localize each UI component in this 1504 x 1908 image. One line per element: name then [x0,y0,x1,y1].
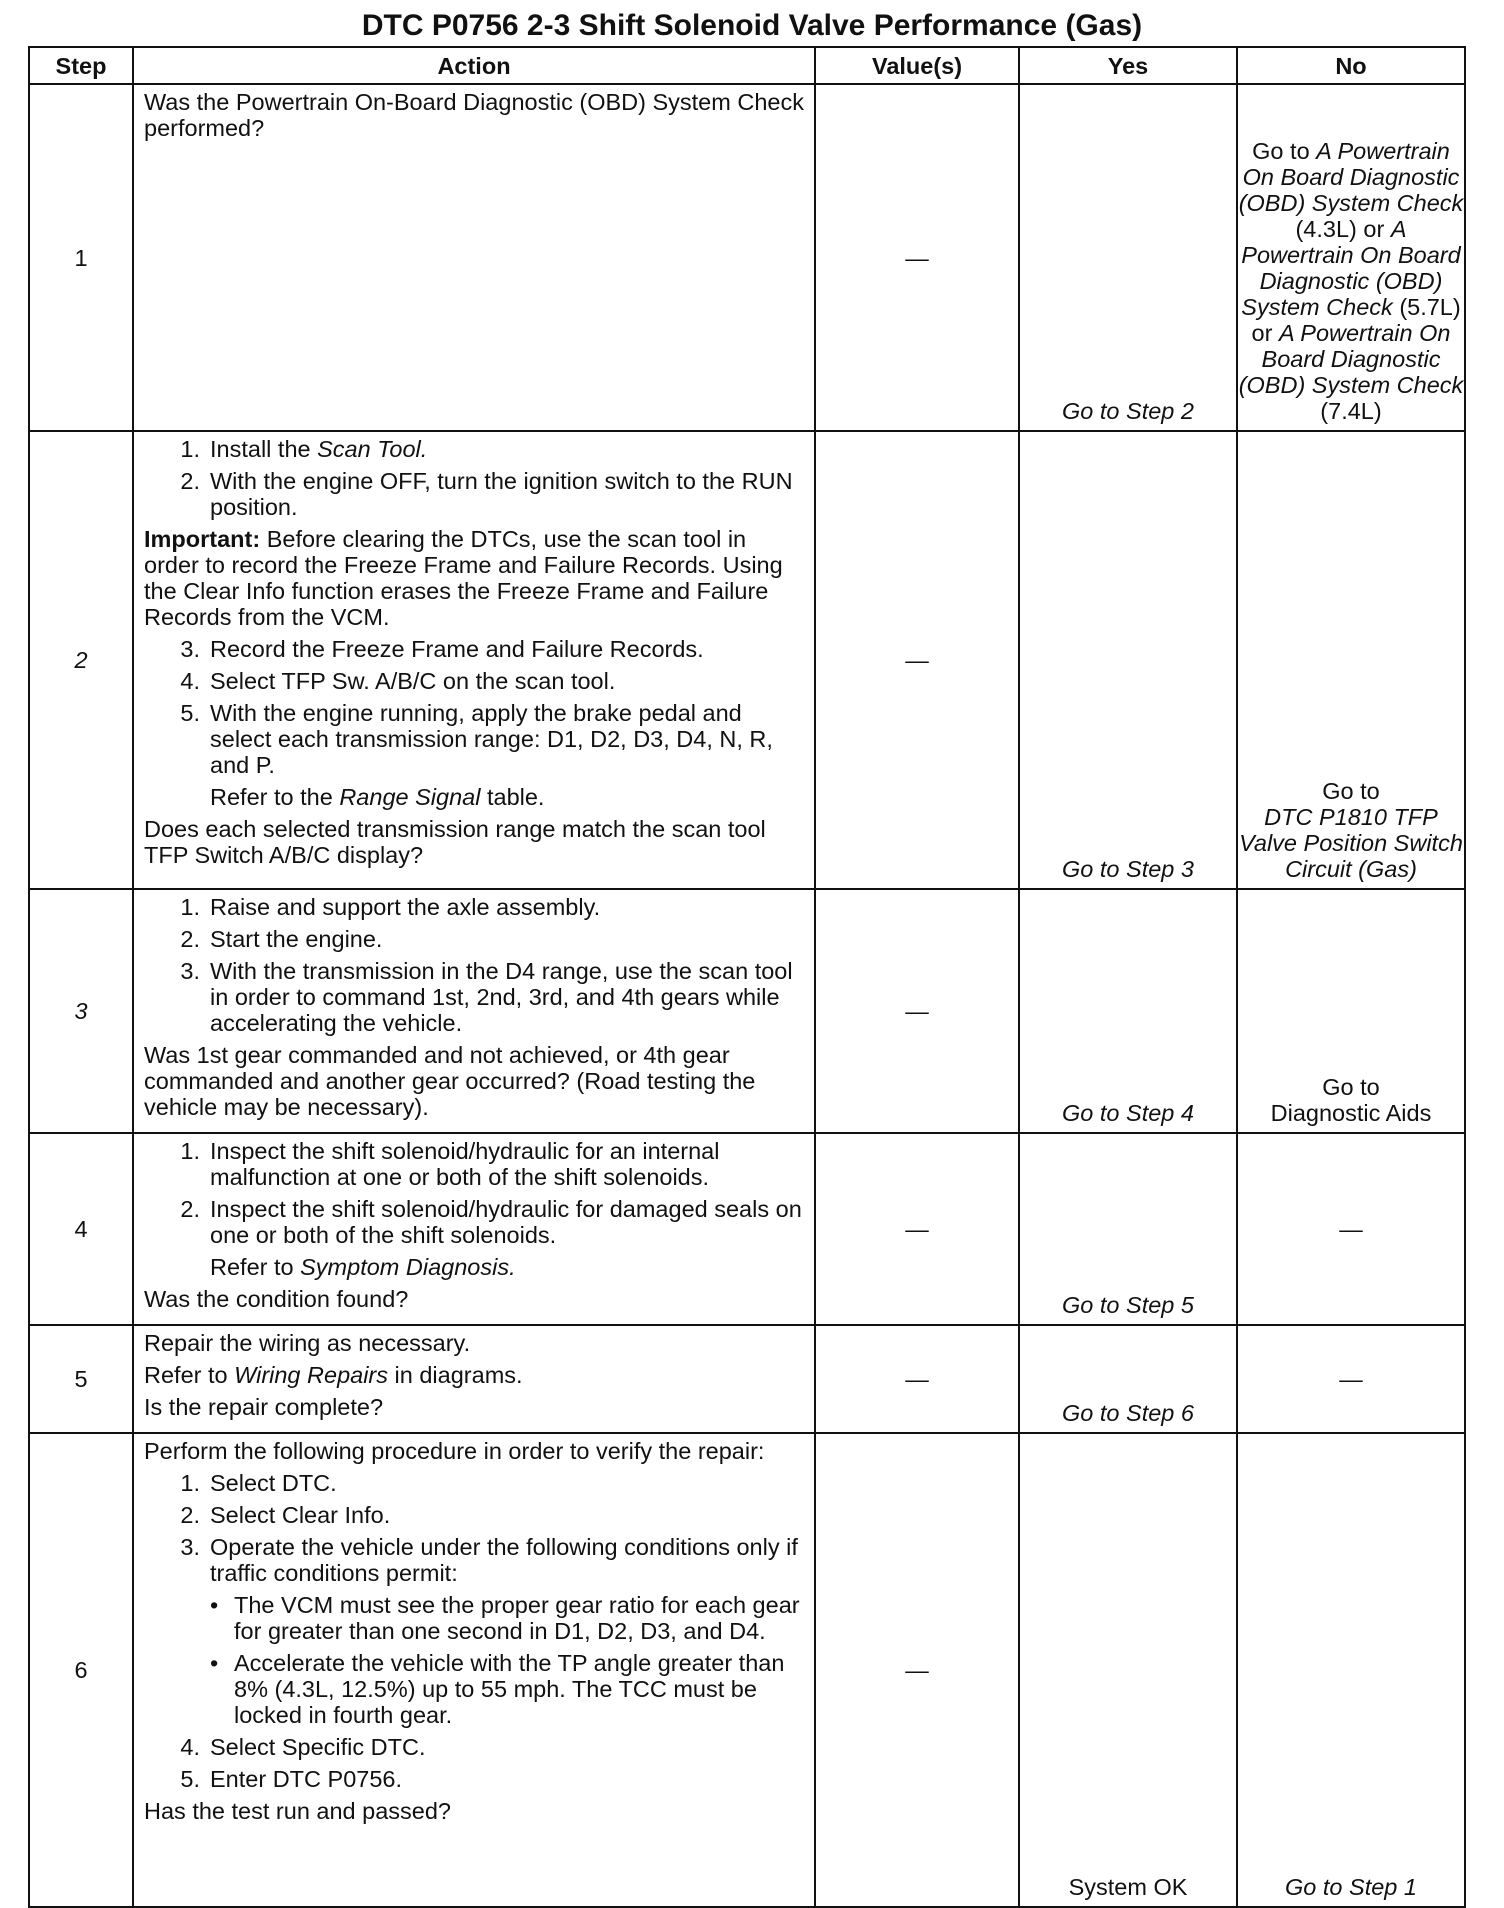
action-question: Is the repair complete? [144,1394,384,1420]
scan-tool-link[interactable]: Scan Tool. [317,436,428,462]
yes-cell: Go to Step 6 [1019,1325,1237,1433]
no-prefix: Go to [1322,778,1380,804]
action-question: Has the test run and passed? [144,1798,452,1824]
value-cell: — [815,431,1019,889]
value-cell: — [815,1433,1019,1907]
list-item: 3. Operate the vehicle under the following conditions only if traffic conditions permit: [180,1534,798,1586]
no-prefix: Go to [1252,138,1310,164]
value-cell: — [815,889,1019,1133]
step-number: 4 [29,1133,133,1325]
symptom-diagnosis-link[interactable]: Symptom Diagnosis. [300,1254,516,1280]
list-item: 5. Enter DTC P0756. [180,1766,403,1792]
action-line: Repair the wiring as necessary. [144,1330,471,1356]
step-number: 6 [29,1433,133,1907]
action-cell [133,1133,815,1325]
no-suffix-7-4l: (7.4L) [1320,398,1382,424]
header-step: Step [29,47,133,84]
diagnostic-aids-link[interactable]: Diagnostic Aids [1270,1100,1432,1126]
list-item: 1. Select DTC. [180,1470,337,1496]
obd-check-link-7-4l[interactable]: A Powertrain On Board Diagnostic (OBD) System Check [1238,320,1464,398]
bullet-icon: • [210,1650,219,1676]
obd-check-link-5-7l[interactable]: A Powertrain On Board Diagnostic (OBD) System Check [1241,216,1461,320]
list-item: 2. With the engine OFF, turn the ignition switch to the RUN position. [180,468,793,520]
step-number: 2 [29,431,133,889]
header-no: No [1237,47,1465,84]
list-item: 1. Inspect the shift solenoid/hydraulic for an internal malfunction at one or both of the shift solenoids. [180,1138,720,1190]
no-cell [1237,889,1465,1133]
action-question: Does each selected transmission range match the scan tool TFP Switch A/B/C display? [144,816,766,868]
reference-note: Refer to Symptom Diagnosis. [210,1254,516,1280]
header-values: Value(s) [815,47,1019,84]
reference-note: Refer to the Range Signal table. [210,784,545,810]
important-note: Important: Before clearing the DTCs, use the scan tool in order to record the Freeze Frame and Failure Records. Using the Clear Info function erases the Freeze Frame and Failure Records from the VCM. [144,526,783,630]
document-title: DTC P0756 2-3 Shift Solenoid Valve Performance (Gas) [361,9,1143,42]
value-cell: — [815,1325,1019,1433]
action-cell [133,431,815,889]
action-cell [133,889,815,1133]
list-item: 2. Select Clear Info. [180,1502,391,1528]
action-cell [133,1433,815,1907]
no-suffix-4-3l: (4.3L) or [1295,216,1385,242]
no-prefix: Go to [1322,1074,1380,1100]
dtc-p1810-link[interactable]: DTC P1810 TFP Valve Position Switch Circuit (Gas) [1239,804,1463,882]
table-row-step-2 [29,431,1465,889]
diagnostic-table [28,46,1466,1908]
obd-check-link-4-3l[interactable]: A Powertrain On Board Diagnostic (OBD) System Check [1238,138,1464,216]
table-row-step-1 [29,84,1465,431]
reference-note: Refer to Wiring Repairs in diagrams. [144,1362,523,1388]
range-signal-link[interactable]: Range Signal [339,784,481,810]
table-header-row [29,47,1465,84]
bullet-item: • The VCM must see the proper gear ratio for each gear for greater than one second in D1, D2, D3, and D4. [210,1592,800,1644]
step-number: 5 [29,1325,133,1433]
action-cell [133,1325,815,1433]
action-question: Was the Powertrain On-Board Diagnostic (OBD) System Check performed? [144,89,804,141]
no-cell: — [1237,1325,1465,1433]
list-item: 1. Install the Scan Tool. [180,436,428,462]
list-item: 3. With the transmission in the D4 range, use the scan tool in order to command 1st, 2nd, 3rd, and 4th gears while accelerating the vehicle. [180,958,793,1036]
table-row-step-6 [29,1433,1465,1907]
yes-cell: System OK [1019,1433,1237,1907]
bullet-item: • Accelerate the vehicle with the TP angle greater than 8% (4.3L, 12.5%) up to 55 mph. The TCC must be locked in fourth gear. [210,1650,785,1728]
action-question: Was 1st gear commanded and not achieved, or 4th gear commanded and another gear occurred? (Road testing the vehicle may be necessary). [144,1042,756,1120]
table-row-step-5 [29,1325,1465,1433]
action-cell [133,84,815,431]
list-item: 4. Select Specific DTC. [180,1734,426,1760]
no-suffix-5-7l: (5.7L) or [1251,294,1461,346]
no-cell [1237,84,1465,431]
yes-cell: Go to Step 5 [1019,1133,1237,1325]
table-row-step-3 [29,889,1465,1133]
header-yes: Yes [1019,47,1237,84]
no-cell [1237,431,1465,889]
yes-cell: Go to Step 2 [1019,84,1237,431]
list-item: 4. Select TFP Sw. A/B/C on the scan tool. [180,668,616,694]
step-number: 3 [29,889,133,1133]
action-intro: Perform the following procedure in order to verify the repair: [144,1438,765,1464]
list-item: 2. Start the engine. [180,926,383,952]
wiring-repairs-link[interactable]: Wiring Repairs [234,1362,389,1388]
list-item: 1. Raise and support the axle assembly. [180,894,601,920]
no-cell: — [1237,1133,1465,1325]
yes-cell: Go to Step 3 [1019,431,1237,889]
list-item: 5. With the engine running, apply the brake pedal and select each transmission range: D1, D2, D3, D4, N, R, and P. [180,700,773,778]
action-question: Was the condition found? [144,1286,409,1312]
step-number: 1 [29,84,133,431]
table-row-step-4 [29,1133,1465,1325]
no-cell: Go to Step 1 [1237,1433,1465,1907]
list-item: 3. Record the Freeze Frame and Failure Records. [180,636,704,662]
header-action: Action [133,47,815,84]
bullet-icon: • [210,1592,219,1618]
list-item: 2. Inspect the shift solenoid/hydraulic for damaged seals on one or both of the shift solenoids. [180,1196,802,1248]
value-cell: — [815,84,1019,431]
value-cell: — [815,1133,1019,1325]
yes-cell: Go to Step 4 [1019,889,1237,1133]
